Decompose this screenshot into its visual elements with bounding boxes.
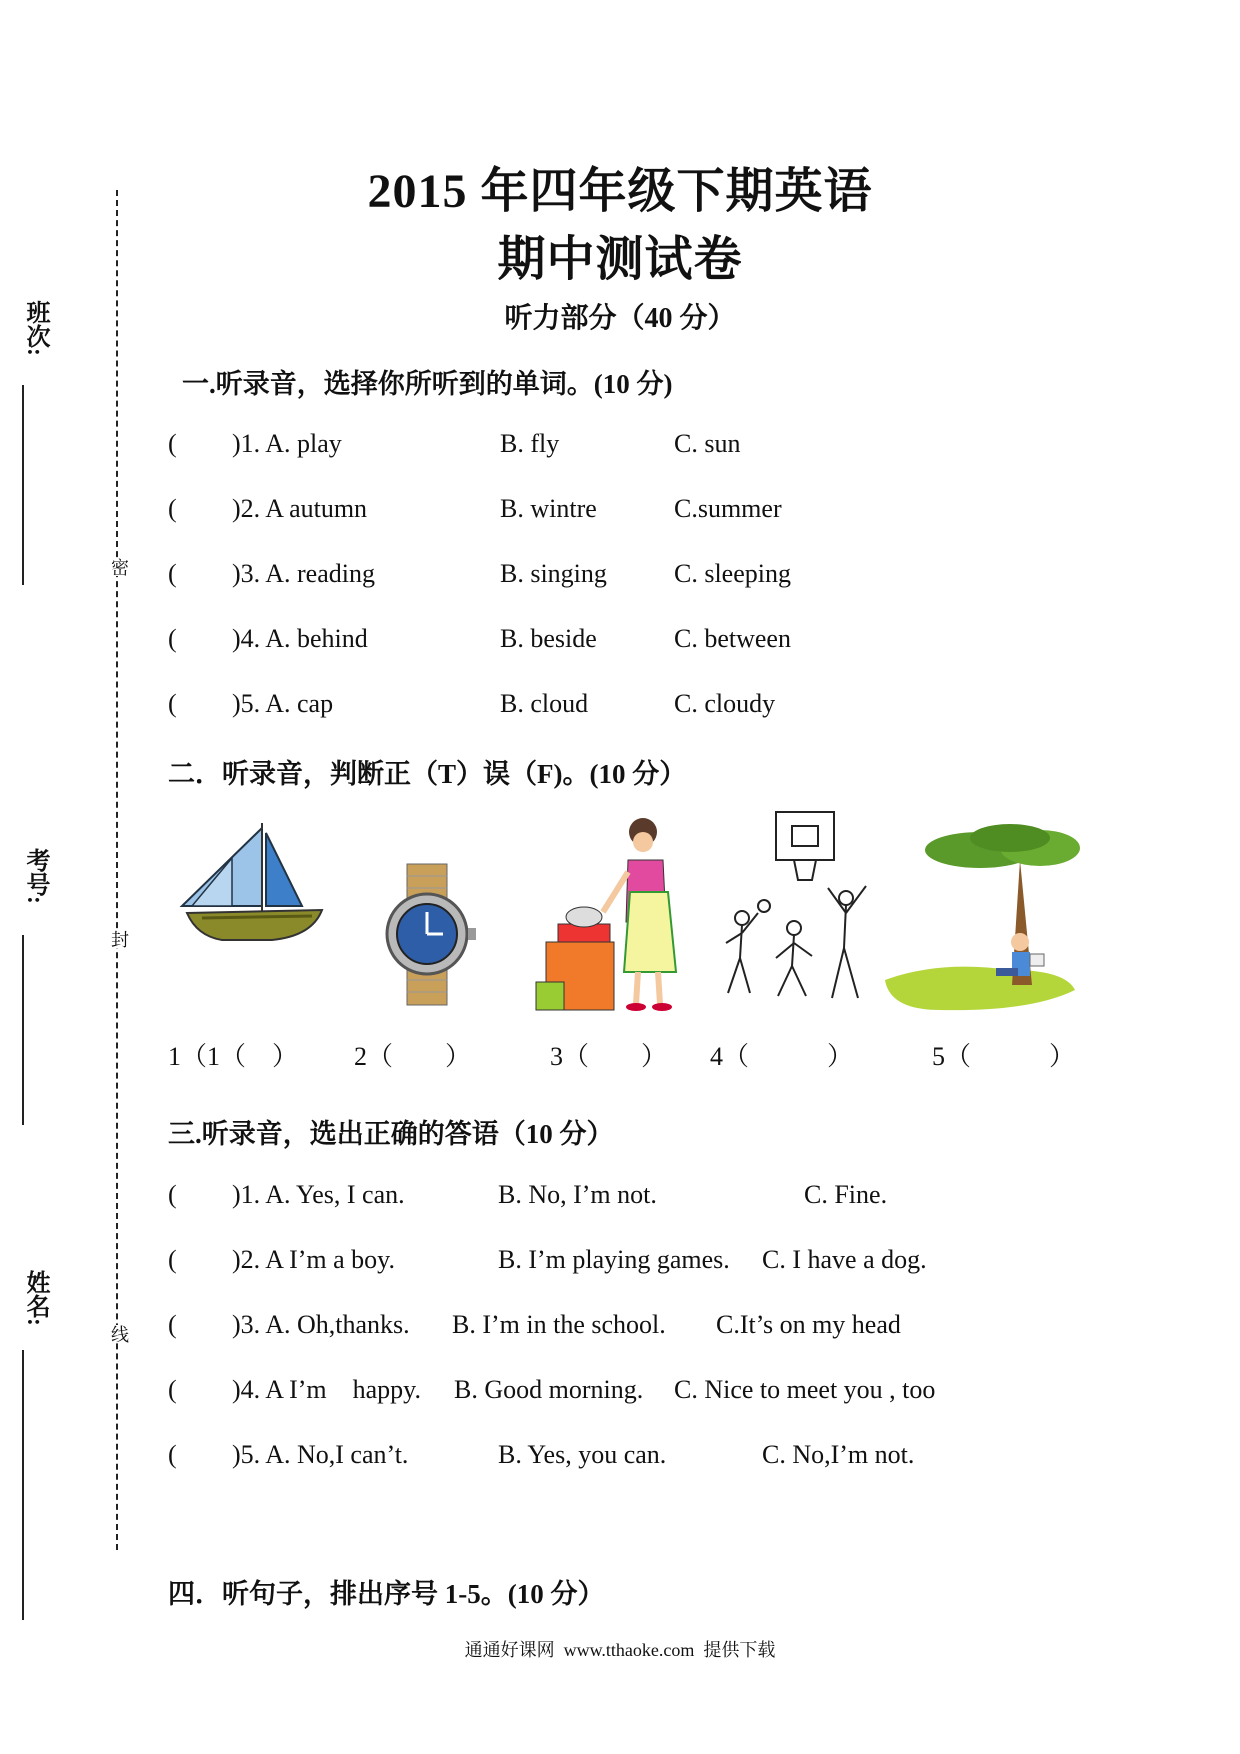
section2-heading: 二．听录音，判断正（T）误（F)。(10 分） xyxy=(168,759,687,789)
option-a: )3. A. Oh,thanks. xyxy=(232,1310,410,1339)
exam-number-label: 考号: xyxy=(22,848,48,904)
option-c: C.summer xyxy=(674,494,782,523)
answer-paren[interactable]: ( xyxy=(168,1440,177,1469)
name-write-line xyxy=(22,1350,24,1620)
option-c: C. sun xyxy=(674,429,741,458)
option-b: B. I’m playing games. xyxy=(498,1245,730,1274)
basketball-players-image xyxy=(706,808,876,1008)
option-c: C.It’s on my head xyxy=(716,1310,901,1339)
boy-under-tree-image xyxy=(880,820,1080,1015)
cooking-woman-image xyxy=(528,812,688,1012)
option-b: B. Yes, you can. xyxy=(498,1440,667,1469)
option-a: )2. A autumn xyxy=(232,494,368,523)
option-b: B. No, I’m not. xyxy=(498,1180,657,1209)
answer-paren[interactable]: ( xyxy=(168,689,177,718)
option-b: B. cloud xyxy=(500,689,589,718)
option-b: B. beside xyxy=(500,624,597,653)
class-write-line xyxy=(22,385,24,585)
exam-number-write-line xyxy=(22,935,24,1125)
seal-char-mi: 密 xyxy=(106,558,132,576)
tf-answer-5[interactable]: 5（ ） xyxy=(932,1042,1076,1071)
answer-paren[interactable]: ( xyxy=(168,494,177,523)
option-a: )3. A. reading xyxy=(232,559,375,588)
option-c: C. I have a dog. xyxy=(762,1245,927,1274)
answer-paren[interactable]: ( xyxy=(168,1375,177,1404)
answer-paren[interactable]: ( xyxy=(168,559,177,588)
answer-paren[interactable]: ( xyxy=(168,1245,177,1274)
option-a: )4. A. behind xyxy=(232,624,368,653)
option-b: B. singing xyxy=(500,559,607,588)
option-b: B. wintre xyxy=(500,494,597,523)
tf-answer-1[interactable]: 1（1（ ） xyxy=(168,1042,299,1071)
tf-answer-2[interactable]: 2（ ） xyxy=(354,1042,472,1071)
answer-paren[interactable]: ( xyxy=(168,1310,177,1339)
answer-paren[interactable]: ( xyxy=(168,624,177,653)
tf-answer-4[interactable]: 4（ ） xyxy=(710,1042,854,1071)
page-title-line2: 期中测试卷 xyxy=(497,233,743,286)
page-title: 2015 年四年级下期英语 xyxy=(367,165,873,218)
option-a: )2. A I’m a boy. xyxy=(232,1245,395,1274)
class-label: 班次: xyxy=(22,300,48,356)
listening-section-subtitle: 听力部分（40 分） xyxy=(504,303,736,334)
option-c: C. No,I’m not. xyxy=(762,1440,915,1469)
sailboat-image xyxy=(172,818,342,958)
option-a: )5. A. No,I can’t. xyxy=(232,1440,409,1469)
name-label: 姓名: xyxy=(22,1270,48,1326)
option-a: )1. A. Yes, I can. xyxy=(232,1180,405,1209)
option-a: )5. A. cap xyxy=(232,689,334,718)
answer-paren[interactable]: ( xyxy=(168,1180,177,1209)
watch-image xyxy=(375,862,480,1007)
answer-paren[interactable]: ( xyxy=(168,429,177,458)
seal-char-feng: 封 xyxy=(106,930,132,948)
tf-answer-3[interactable]: 3（ ） xyxy=(550,1042,668,1071)
option-a: )4. A I’m happy. xyxy=(232,1375,421,1404)
page-footer: 通通好课网 www.tthaoke.com 提供下载 xyxy=(464,1640,776,1660)
section4-heading: 四．听句子，排出序号 1-5。(10 分） xyxy=(168,1579,605,1609)
section3-heading: 三.听录音，选出正确的答语（10 分） xyxy=(168,1119,614,1149)
seal-char-xian: 线 xyxy=(106,1325,132,1343)
option-c: C. sleeping xyxy=(674,559,791,588)
option-b: B. fly xyxy=(500,429,560,458)
option-c: C. Fine. xyxy=(804,1180,888,1209)
option-a: )1. A. play xyxy=(232,429,342,458)
option-c: C. Nice to meet you , too xyxy=(674,1375,936,1404)
option-c: C. between xyxy=(674,624,791,653)
option-c: C. cloudy xyxy=(674,689,776,718)
section1-heading: 一.听录音，选择你所听到的单词。(10 分) xyxy=(182,369,673,399)
seal-dashed-line xyxy=(116,190,118,1550)
option-b: B. I’m in the school. xyxy=(452,1310,666,1339)
option-b: B. Good morning. xyxy=(454,1375,644,1404)
